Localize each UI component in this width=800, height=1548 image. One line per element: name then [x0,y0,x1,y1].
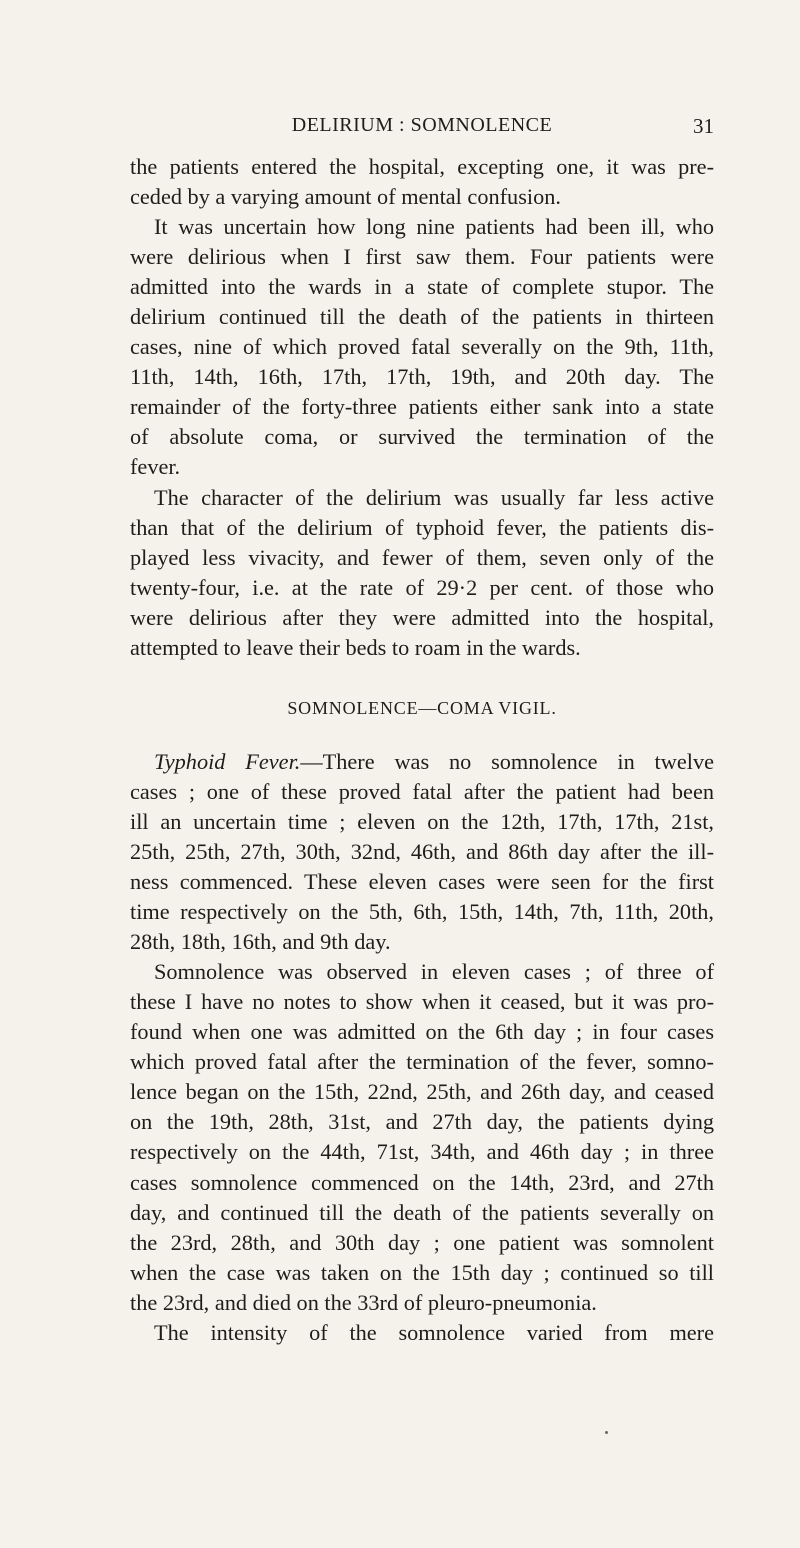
text-line: The character of the delirium was usually far less active [154,484,714,510]
text-line: remainder of the forty-three patients either sank into a state [130,394,714,420]
ink-speck [605,1431,608,1434]
text-line [130,747,714,777]
section-heading: SOMNOLENCE—COMA VIGIL. [287,697,557,718]
text-line: time respectively on the 5th, 6th, 15th, 14th, 7th, 11th, 20th, [130,899,714,925]
text-line: of absolute coma, or survived the termination of the [130,424,714,450]
page-number: 31 [693,114,714,138]
text-line: the patients entered the hospital, excepting one, it was pre- [130,154,714,179]
paragraph-somnolence-intensity [130,1318,714,1348]
paragraph-delirium-duration [130,212,714,482]
text-line: twenty-four, i.e. at the rate of 29·2 per cent. of those who [130,574,714,600]
running-head [130,104,714,144]
text-line: the 23rd, 28th, and 30th day ; one patient was somnolent [130,1229,714,1255]
typhoid-first-line-rest: —There was no somnolence in twelve [300,748,714,774]
text-line: ness commenced. These eleven cases were seen for the first [130,869,714,895]
paragraph-typhoid-fever [130,747,714,957]
text-line: on the 19th, 28th, 31st, and 27th day, the patients dying [130,1109,714,1135]
body-text [130,152,714,1348]
text-line: 25th, 25th, 27th, 30th, 32nd, 46th, and 86th day after the ill- [130,838,714,864]
text-line: which proved fatal after the termination of the fever, somno- [130,1049,714,1075]
text-line: admitted into the wards in a state of complete stupor. The [130,274,714,300]
text-line: than that of the delirium of typhoid fever, the patients dis- [130,514,714,540]
text-line: these I have no notes to show when it ceased, but it was pro- [130,989,714,1015]
text-line: 28th, 18th, 16th, and 9th day. [130,929,391,955]
typhoid-fever-lead: Typhoid Fever. [154,748,301,774]
paragraph-delirium-character [130,483,714,663]
text-line: found when one was admitted on the 6th day ; in four cases [130,1019,714,1045]
text-line: The intensity of the somnolence varied from mere [154,1319,714,1345]
text-line: 11th, 14th, 16th, 17th, 17th, 19th, and 20th day. The [130,364,714,390]
text-line: played less vivacity, and fewer of them, seven only of the [130,544,714,570]
text-line: ill an uncertain time ; eleven on the 12th, 17th, 17th, 21st, [130,808,714,834]
text-line: day, and continued till the death of the patients severally on [130,1199,714,1225]
text-line: cases ; one of these proved fatal after the patient had been [130,778,714,804]
text-line: were delirious when I first saw them. Four patients were [130,244,714,270]
text-line: were delirious after they were admitted into the hospital, [130,604,714,630]
document-page [0,104,800,1548]
paragraph-continuation [130,152,714,212]
paragraph-somnolence-observed [130,957,714,1318]
text-line: It was uncertain how long nine patients had been ill, who [154,214,714,240]
text-line: respectively on the 44th, 71st, 34th, and 46th day ; in three [130,1139,714,1165]
text-line: cases somnolence commenced on the 14th, 23rd, and 27th [130,1169,714,1195]
text-line: the 23rd, and died on the 33rd of pleuro-pneumonia. [130,1289,597,1315]
text-line: fever. [130,454,181,480]
text-line: lence began on the 15th, 22nd, 25th, and 26th day, and ceased [130,1079,714,1105]
text-line: cases, nine of which proved fatal severally on the 9th, 11th, [130,334,714,360]
text-line: Somnolence was observed in eleven cases ; of three of [154,959,714,985]
text-line: ceded by a varying amount of mental confusion. [130,184,561,210]
running-title: DELIRIUM : SOMNOLENCE [291,114,553,136]
text-line: attempted to leave their beds to roam in the wards. [130,634,581,660]
text-line: delirium continued till the death of the patients in thirteen [130,304,714,330]
text-line: when the case was taken on the 15th day ; continued so till [130,1259,714,1285]
